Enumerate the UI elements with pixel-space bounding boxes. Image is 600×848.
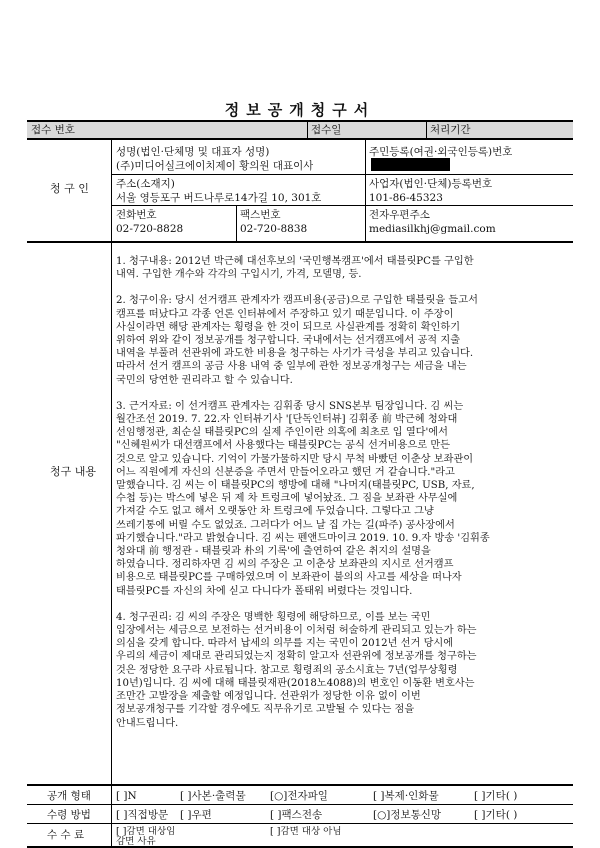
header-divider-2 <box>426 121 427 138</box>
format-bottom-rule <box>27 804 573 805</box>
format-option-n[interactable]: [ ]N <box>116 790 137 802</box>
text-line: 3. 근거자료: 이 선거캠프 관계자는 김휘종 당시 SNS본부 팀장입니다. 김 씨는 <box>116 400 464 412</box>
text-line: 선임행정관, 최순실 태블릿PC의 실제 주인이란 의혹에 최초로 입 열다'에서 <box>116 427 448 439</box>
format-option-duplicate[interactable]: [ ]복제·인화물 <box>373 790 439 802</box>
email-label: 전자우편주소 <box>369 209 430 221</box>
text-line: 1. 청구내용: 2012년 박근혜 대선후보의 '국민행복캠프'에서 태블릿PC를 구입한 <box>116 256 474 267</box>
method-option-mail[interactable]: [ ]우편 <box>180 809 212 821</box>
text-line: 국민의 당연한 권리라고 할 수 있습니다. <box>116 374 293 386</box>
text-line: 말했습니다. 김 씨는 이 태블릿PC의 행방에 대해 "나머지(태블릿PC, USB, 자료, <box>116 480 475 492</box>
address-label: 주소(소재지) <box>116 178 175 190</box>
applicant-section-label: 청 구 인 <box>50 183 89 195</box>
applicant-id-label: 주민등록(여권·외국인등록)번호 <box>369 146 513 158</box>
text-line: 수첩 등)는 박스에 넣은 뒤 제 차 트렁크에 넣어놨죠. 그 짐을 보좌관 사무실에 <box>116 493 458 505</box>
applicant-left-divider <box>111 140 112 241</box>
method-option-network[interactable]: [○]정보통신망 <box>373 809 442 821</box>
text-line: "신혜원씨가 대선캠프에서 사용했다는 태블릿PC는 공식 선거비용으로 만든 <box>116 440 450 452</box>
request-paragraph-2 <box>116 294 580 386</box>
text-line: 내역을 부풀려 선관위에 과도한 비용을 청구하는 사기가 극성을 부리고 있습니다. <box>116 348 474 360</box>
redacted-id-number <box>371 158 450 171</box>
request-bottom-rule <box>27 784 573 786</box>
header-divider-1 <box>307 121 308 138</box>
header-bottom-rule <box>27 138 573 140</box>
text-line: 가져갈 수도 없고 해서 오랫동안 차 트렁크에 두었습니다. 그렇다고 그냥 <box>116 506 434 518</box>
disclosure-format-label: 공개 형태 <box>47 790 91 802</box>
method-bottom-rule <box>27 823 573 824</box>
text-line: 것은 정당한 요구라 사료됩니다. 참고로 횡령죄의 공소시효는 7년(업무상횡령 <box>116 664 458 676</box>
text-line: 10년)입니다. 김 씨에 대해 태블릿재판(2018노4088)의 변호인 이동환 변호사는 <box>116 677 475 689</box>
text-line: 따라서 선거 캠프의 공금 사용 내역 중 일부에 관한 정보공개청구는 세금을 내는 <box>116 361 467 373</box>
text-line: 사실이라면 해당 관계자는 횡령을 한 것이 되므로 사실관계를 정확히 확인하기 <box>116 321 461 333</box>
fee-label: 수 수 료 <box>47 829 85 841</box>
request-left-divider <box>111 243 112 784</box>
text-line: 위하여 위와 같이 정보공개를 청구합니다. 국내에서는 선거캠프에서 공적 지출 <box>116 335 461 347</box>
text-line: 청와대 前 행정관 - 태블릿과 朴의 기록'에 출연하여 같은 취지의 설명을 <box>116 546 431 558</box>
request-paragraph-1 <box>116 255 580 281</box>
fax-label: 팩스번호 <box>240 209 281 221</box>
text-line: 내역. 구입한 개수와 각각의 구입시기, 가격, 모델명, 등. <box>116 269 362 281</box>
text-line: 쓰레기통에 버릴 수도 없었죠. 그러다가 어느 날 집 가는 길(파주) 공사장에서 <box>116 519 455 531</box>
request-content <box>116 255 580 743</box>
text-line: 어느 직원에게 자신의 신분증을 주면서 만들어오라고 했던 거 같습니다."라고 <box>116 466 455 478</box>
text-line: 조만간 고발장을 제출할 예정입니다. 선관위가 정당한 이유 없이 이번 <box>116 691 421 703</box>
fax-value: 02-720-8838 <box>240 223 308 235</box>
fee-reason-label: 감면 사유 <box>116 836 156 847</box>
biz-no-label: 사업자(법인·단체)등록번호 <box>369 178 493 190</box>
text-line: 의심을 갖게 합니다. 따라서 납세의 의무를 지는 국민이 2012년 선거 당시에 <box>116 638 454 650</box>
form-title: 정보공개청구서 <box>224 101 376 119</box>
text-line: 것으로 알고 있습니다. 기억이 가물가물하지만 당시 무척 바빴던 이춘상 보좌관이 <box>116 453 474 465</box>
applicant-mid-divider <box>365 140 366 241</box>
request-paragraph-4 <box>116 611 580 730</box>
top-rule <box>27 120 573 122</box>
method-option-visit[interactable]: [ ]직접방문 <box>116 809 169 821</box>
request-paragraph-3 <box>116 400 580 598</box>
receipt-date-label: 접수일 <box>311 124 342 136</box>
text-line: 파기했습니다."라고 밝혔습니다. 김 씨는 펜앤드마이크 2019. 10. 9.자 방송 '김휘종 <box>116 532 490 544</box>
text-line: 우리의 세금이 제대로 관리되었는지 정확히 알고자 선관위에 정보공개를 청구하는 <box>116 651 477 663</box>
receipt-no-label: 접수 번호 <box>31 124 75 136</box>
address-value: 서울 영등포구 버드나루로14가길 10, 301호 <box>116 192 322 204</box>
text-line: 안내드립니다. <box>116 717 179 729</box>
text-line: 캠프를 떠났다고 각종 언론 인터뷰에서 주장하고 있기 때문입니다. 이 주장이 <box>116 308 454 320</box>
receipt-method-label: 수령 방법 <box>47 809 91 821</box>
text-line: 비용으로 태블릿PC를 구매하였으며 이 보좌관이 불의의 사고를 세상을 떠나자 <box>116 572 462 584</box>
format-option-copy[interactable]: [ ]사본·출력물 <box>180 790 246 802</box>
biz-no-value: 101-86-45323 <box>369 192 443 204</box>
format-option-other[interactable]: [ ]기타( ) <box>474 790 518 802</box>
processing-period-label: 처리기간 <box>430 124 471 136</box>
method-option-fax[interactable]: [ ]팩스전송 <box>270 809 323 821</box>
phone-fax-divider <box>236 205 237 241</box>
format-option-electronic[interactable]: [○]전자파일 <box>270 790 328 802</box>
text-line: 4. 청구권리: 김 씨의 주장은 명백한 횡령에 해당하므로, 이를 보는 국민 <box>116 611 431 623</box>
text-line: 정보공개청구를 기각할 경우에도 직무유기로 고발될 수 있다는 점을 <box>116 704 415 716</box>
text-line: 태블릿PC를 자신의 차에 싣고 다니다가 폴태워 버렸다는 것입니다. <box>116 585 413 597</box>
fee-option-not-exempt[interactable]: [ ]감면 대상 아님 <box>270 826 342 837</box>
phone-label: 전화번호 <box>116 209 157 221</box>
format-left-divider <box>111 786 112 804</box>
fee-left-divider <box>111 824 112 846</box>
request-section-label: 청구 내용 <box>50 466 97 478</box>
applicant-row-rule-2 <box>111 205 573 206</box>
fee-option-exempt[interactable]: [ ]감면 대상임 <box>116 826 176 837</box>
applicant-bottom-rule <box>27 241 573 243</box>
method-left-divider <box>111 805 112 823</box>
phone-value: 02-720-8828 <box>116 223 184 235</box>
text-line: 입장에서는 세금으로 보전하는 선거비용이 이처럼 허술하게 관리되고 있는가 하는 <box>116 625 477 637</box>
applicant-name-label: 성명(법인·단체명 및 대표자 성명) <box>116 146 270 158</box>
header-row-shade <box>27 121 573 138</box>
applicant-name-value: (주)미디어실크에이치제이 황의원 대표이사 <box>116 160 314 172</box>
method-option-other[interactable]: [ ]기타( ) <box>474 809 518 821</box>
text-line: 2. 청구이유: 당시 선거캠프 관계자가 캠프비용(공금)으로 구입한 태블릿을 들고서 <box>116 295 478 307</box>
text-line: 하였습니다. 정리하자면 김 씨의 주장은 고 이춘상 보좌관의 지시로 선거캠프 <box>116 559 454 571</box>
text-line: 월간조선 2019. 7. 22.자 인터뷰기사 '[단독인터뷰] 김휘종 前 박근혜 청와대 <box>116 414 458 426</box>
applicant-row-rule-1 <box>111 174 573 175</box>
email-value: mediasilkhj@gmail.com <box>369 223 496 235</box>
